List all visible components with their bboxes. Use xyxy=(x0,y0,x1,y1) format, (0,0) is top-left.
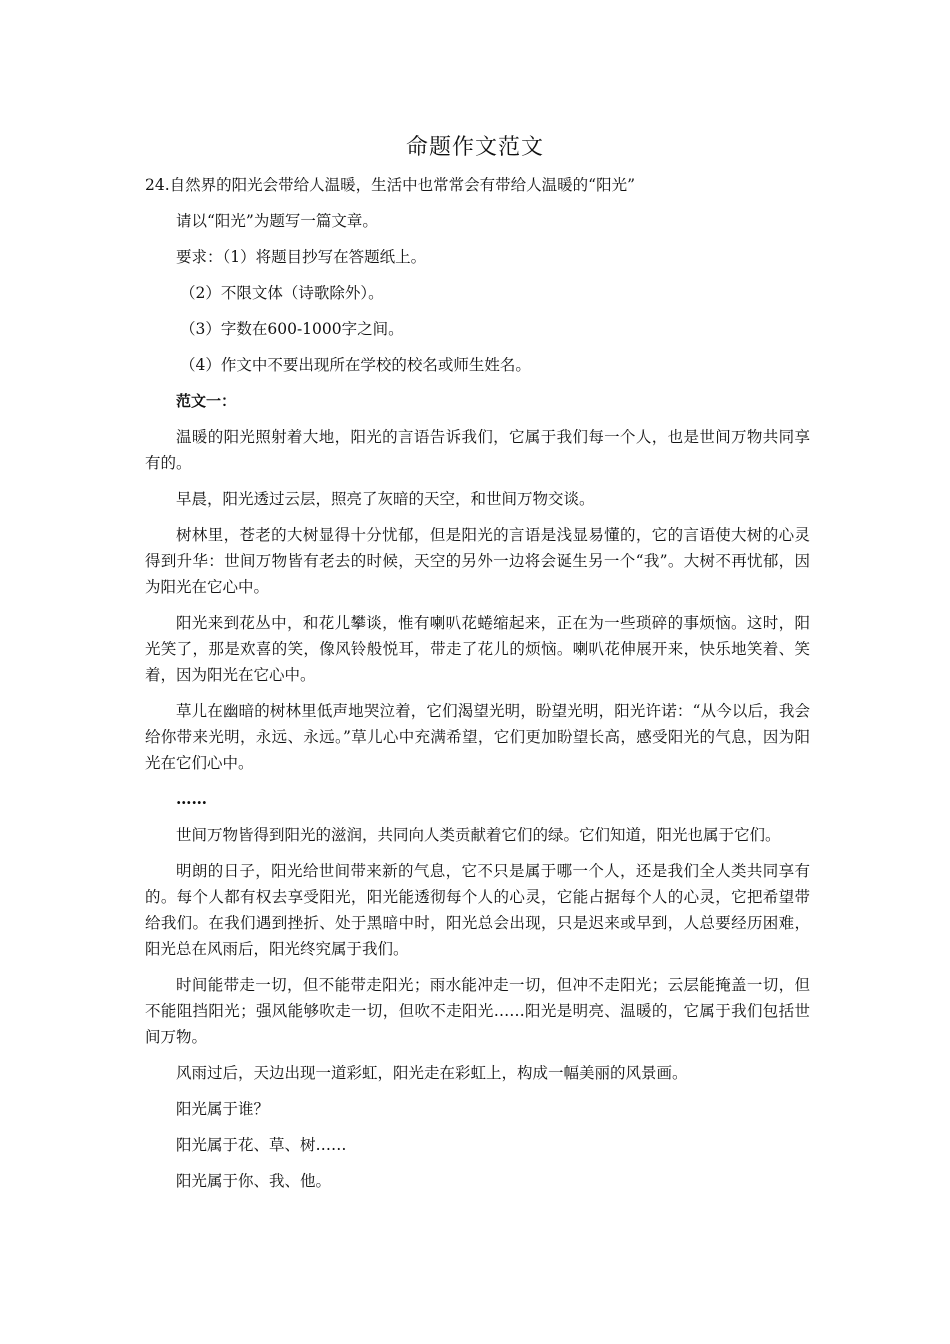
requirement-2: （2）不限文体（诗歌除外）。 xyxy=(180,284,384,302)
document-title: 命题作文范文 xyxy=(405,135,544,160)
essay-paragraph: 早晨，阳光透过云层，照亮了灰暗的天空，和世间万物交谈。 xyxy=(176,490,595,508)
essay-paragraph: 风雨过后，天边出现一道彩虹，阳光走在彩虹上，构成一幅美丽的风景画。 xyxy=(176,1064,688,1082)
essay-paragraph: 温暖的阳光照射着大地，阳光的言语告诉我们，它属于我们每一个人，也是世间万物共同享有的。 xyxy=(145,428,810,472)
essay-paragraph: 阳光属于谁？ xyxy=(176,1100,270,1118)
ellipsis-separator: …… xyxy=(176,789,207,808)
essay-paragraph: 世间万物皆得到阳光的滋润，共同向人类贡献着它们的绿。它们知道，阳光也属于它们。 xyxy=(176,826,781,844)
essay-paragraph: 树林里，苍老的大树显得十分忧郁，但是阳光的言语是浅显易懂的，它的言语使大树的心灵得到升华：世间万物皆有老去的时候，天空的另外一边将会诞生另一个“我”。大树不再忧郁，因为阳光在它心中。 xyxy=(145,526,810,596)
requirement-1: 要求：（1）将题目抄写在答题纸上。 xyxy=(176,248,427,266)
essay-paragraph: 阳光属于花、草、树…… xyxy=(176,1136,347,1154)
prompt-line: 请以“阳光”为题写一篇文章。 xyxy=(176,212,378,230)
document-body xyxy=(145,172,810,1204)
essay-paragraph: 草儿在幽暗的树林里低声地哭泣着，它们渴望光明，盼望光明，阳光许诺：“从今以后，我会给你带来光明，永远、永远。”草儿心中充满希望，它们更加盼望长高，感受阳光的气息，因为阳光在它们心中。 xyxy=(145,702,810,772)
sample-essay-heading: 范文一： xyxy=(176,392,237,410)
essay-paragraph: 阳光属于你、我、他。 xyxy=(176,1172,332,1190)
essay-paragraph: 时间能带走一切，但不能带走阳光；雨水能冲走一切，但冲不走阳光；云层能掩盖一切，但不能阻挡阳光；强风能够吹走一切，但吹不走阳光……阳光是明亮、温暖的，它属于我们包括世间万物。 xyxy=(145,976,810,1046)
requirement-3: （3）字数在600-1000字之间。 xyxy=(180,320,404,338)
essay-paragraph: 阳光来到花丛中，和花儿攀谈，惟有喇叭花蜷缩起来，正在为一些琐碎的事烦恼。这时，阳光笑了，那是欢喜的笑，像风铃般悦耳，带走了花儿的烦恼。喇叭花伸展开来，快乐地笑着、笑着，因为阳光在它心中。 xyxy=(145,614,810,684)
requirement-4: （4）作文中不要出现所在学校的校名或师生姓名。 xyxy=(180,356,531,374)
question-line: 24.自然界的阳光会带给人温暖，生活中也常常会有带给人温暖的“阳光” xyxy=(145,176,636,194)
essay-paragraph: 明朗的日子，阳光给世间带来新的气息，它不只是属于哪一个人，还是我们全人类共同享有的。每个人都有权去享受阳光，阳光能透彻每个人的心灵，它能占据每个人的心灵，它把希望带给我们。在我们遇到挫折、处于黑暗中时，阳光总会出现，只是迟来或早到，人总要经历困难，阳光总在风雨后，阳光终究属于我们。 xyxy=(145,862,810,958)
